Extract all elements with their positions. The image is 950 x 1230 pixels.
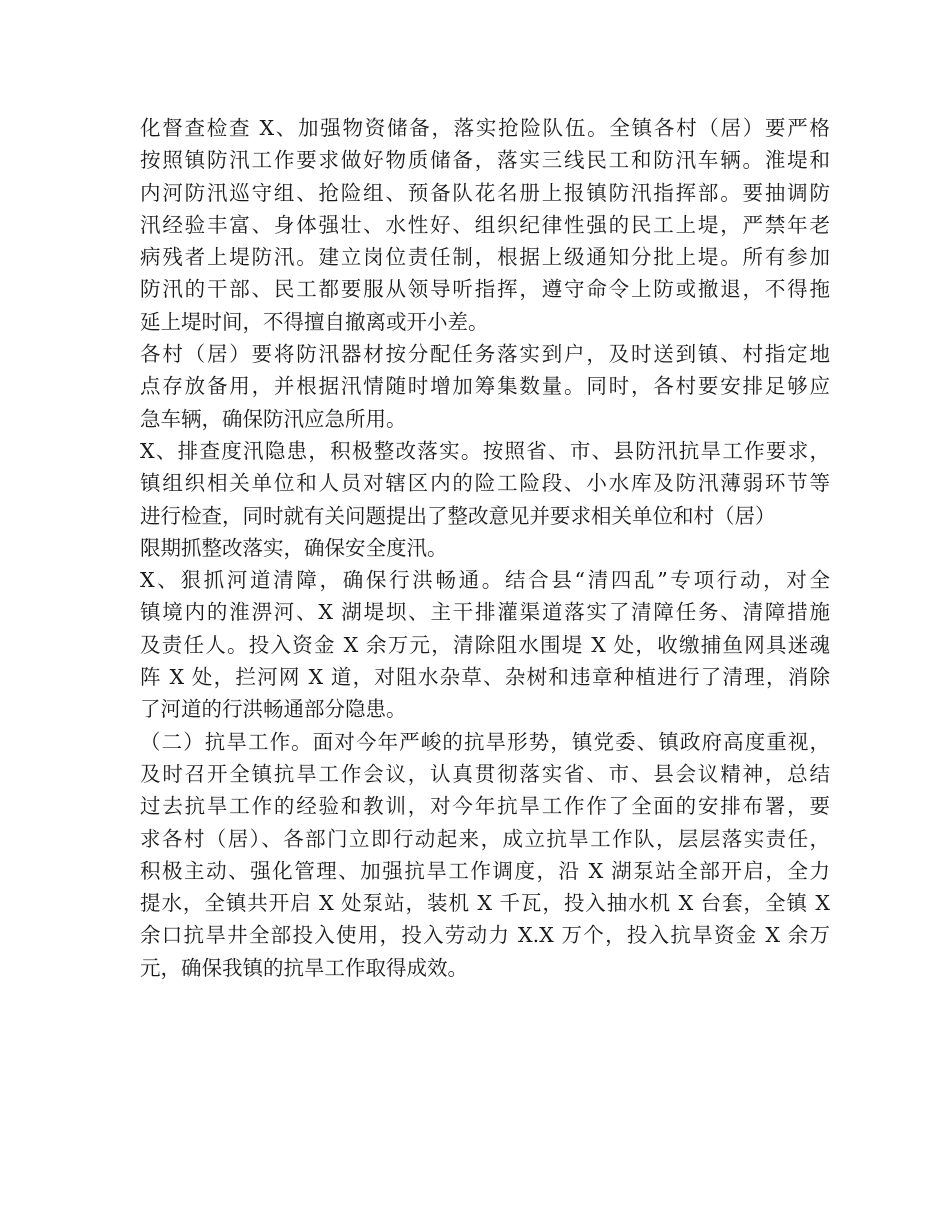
text-line: 镇组织相关单位和人员对辖区内的险工险段、小水库及防汛薄弱环节等 [140,471,830,496]
text-line: 及责任人。投入资金 X 余万元，清除阻水围堤 X 处，收缴捕鱼网具迷魂 [140,632,830,657]
text-line: 求各村（居）、各部门立即行动起来，成立抗旱工作队，层层落实责任， [140,826,830,851]
text-line: （二）抗旱工作。面对今年严峻的抗旱形势，镇党委、镇政府高度重视， [140,729,830,754]
text-line: 限期抓整改落实，确保安全度汛。 [140,535,448,560]
text-line: 各村（居）要将防汛器材按分配任务落实到户，及时送到镇、村指定地 [140,342,830,367]
text-line: 提水，全镇共开启 X 处泵站，装机 X 千瓦，投入抽水机 X 台套，全镇 X [140,891,830,916]
text-line: 镇境内的淮淠河、X 湖堤坝、主干排灌渠道落实了清障任务、清障措施 [140,600,830,625]
text-line: 内河防汛巡守组、抢险组、预备队花名册上报镇防汛指挥部。要抽调防 [140,180,830,205]
text-line: 元，确保我镇的抗旱工作取得成效。 [140,955,468,980]
text-line: 汛经验丰富、身体强壮、水性好、组织纪律性强的民工上堤，严禁年老 [140,212,830,237]
text-line: 了河道的行洪畅通部分隐患。 [140,697,407,722]
text-line: 化督查检查 X、加强物资储备，落实抢险队伍。全镇各村（居）要严格 [140,116,830,140]
text-line: 急车辆，确保防汛应急所用。 [140,406,407,431]
text-line: 点存放备用，并根据汛情随时增加筹集数量。同时，各村要安排足够应 [140,374,830,399]
text-line: 余口抗旱井全部投入使用，投入劳动力 X.X 万个，投入抗旱资金 X 余万 [140,923,830,948]
text-line: 病残者上堤防汛。建立岗位责任制，根据上级通知分批上堤。所有参加 [140,245,830,270]
text-line: 按照镇防汛工作要求做好物质储备，落实三线民工和防汛车辆。淮堤和 [140,148,830,173]
text-line: 及时召开全镇抗旱工作会议，认真贯彻落实省、市、县会议精神，总结 [140,761,830,786]
text-line: 积极主动、强化管理、加强抗旱工作调度，沿 X 湖泵站全部开启，全力 [140,858,830,883]
text-line: 防汛的干部、民工都要服从领导听指挥，遵守命令上防或撤退，不得拖 [140,277,830,302]
text-line: X、狠抓河道清障，确保行洪畅通。结合县“清四乱”专项行动，对全 [140,568,830,593]
text-line: 阵 X 处，拦河网 X 道，对阻水杂草、杂树和违章种植进行了清理，消除 [140,665,830,690]
text-line: 进行检查，同时就有关问题提出了整改意见并要求相关单位和村（居） [140,503,776,528]
text-line: 过去抗旱工作的经验和教训，对今年抗旱工作作了全面的安排布署，要 [140,794,830,819]
text-line: 延上堤时间，不得擅自撤离或开小差。 [140,309,489,334]
text-line: X、排查度汛隐患，积极整改落实。按照省、市、县防汛抗旱工作要求， [140,438,830,463]
document-body [140,112,830,984]
